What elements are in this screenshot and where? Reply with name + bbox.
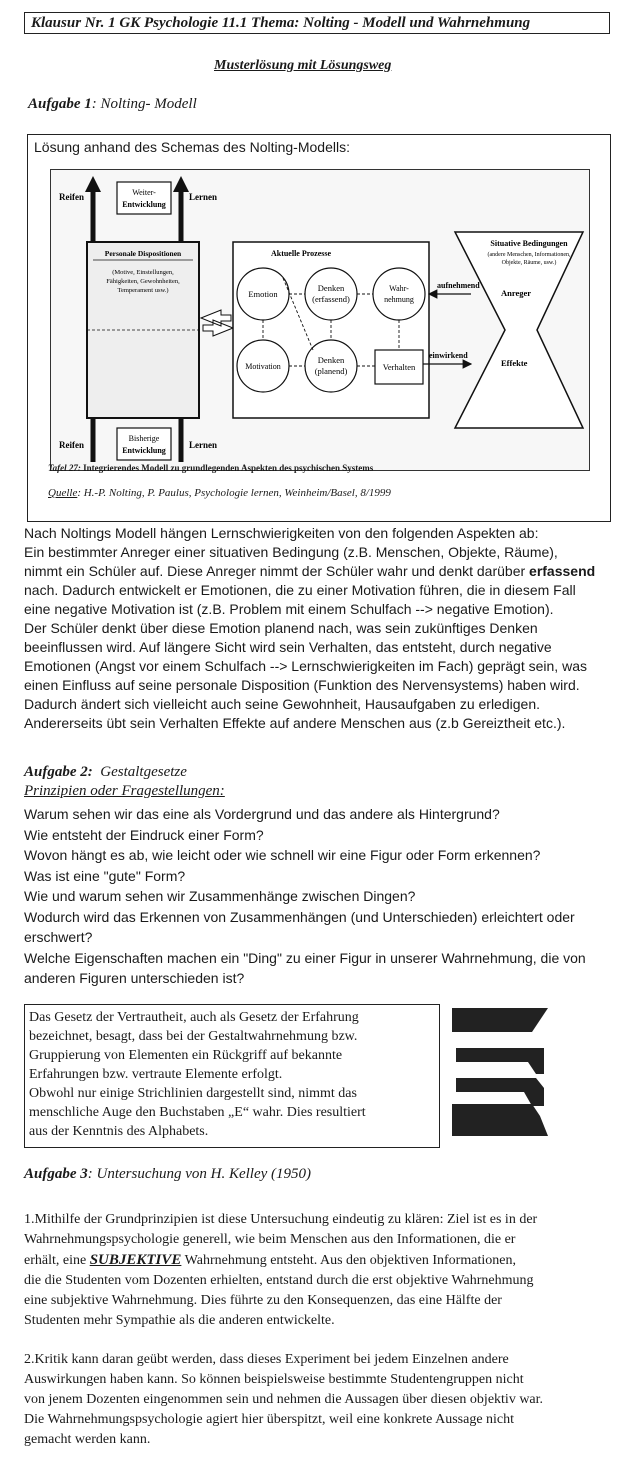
emotion-label: Emotion (248, 289, 278, 299)
aufgabe1-label: Aufgabe 1 (28, 96, 92, 112)
aufgabe2-label: Aufgabe 2: (24, 764, 93, 780)
personale-dispositionen-title: Personale Dispositionen (104, 249, 182, 258)
p1-line: die die Studenten vom Dozenten erhielten, entstand durch die erst objektive Wahrnehmung (24, 1273, 534, 1288)
aufgabe3-paragraph1 (24, 1210, 630, 1331)
answer-line: beeinflussen wird. Auf längere Sicht wird sein Verhalten, das entsteht, durch negative (24, 639, 552, 655)
anreger-label: Anreger (501, 288, 532, 298)
vertrautheit-line: bezeichnet, besagt, dass bei der Gestaltwahrnehmung bzw. (29, 1029, 358, 1044)
exam-header (24, 12, 610, 34)
question-line: Warum sehen wir das eine als Vordergrund und das andere als Hintergrund? (24, 806, 500, 822)
aufgabe2-heading (24, 764, 187, 781)
quelle-label: Quelle (48, 487, 78, 499)
answer-line: Dadurch ändert sich vielleicht auch seine Gewohnheit, Hausaufgaben zu erledigen. (24, 696, 540, 712)
aufgabe1-answer (24, 524, 624, 733)
denken-planend-line1: Denken (317, 355, 345, 365)
document-subtitle: Musterlösung mit Lösungsweg (214, 58, 392, 73)
personale-text-1: (Motive, Einstellungen, (112, 269, 174, 276)
p2-line: 2.Kritik kann daran geübt werden, dass dieses Experiment bei jedem Einzelnen andere (24, 1352, 509, 1367)
vertrautheit-line: aus der Kenntnis des Alphabets. (29, 1124, 209, 1139)
vertrautheit-line: menschliche Auge den Buchstaben „E“ wahr. Dies resultiert (29, 1105, 366, 1120)
answer-line: nimmt ein Schüler auf. Diese Anreger nimmt der Schüler wahr und denkt darüber erfassend (24, 563, 596, 579)
question-line: erschwert? (24, 929, 93, 945)
bisherige-entwicklung-box (117, 428, 171, 460)
p2-line: gemacht werden kann. (24, 1432, 151, 1447)
schema-box (27, 134, 611, 522)
tafel-caption (48, 463, 373, 473)
question-line: Was ist eine "gute" Form? (24, 867, 186, 884)
answer-line: Der Schüler denkt über diese Emotion planend nach, was sein zukünftiges Denken (24, 620, 538, 636)
bisherige-line1: Bisherige (128, 434, 160, 443)
wahrnehmung-line2: nehmung (384, 295, 414, 304)
einwirkend-label: einwirkend (429, 351, 468, 360)
answer-line: eine negative Motivation ist (z.B. Problem mit einem Schulfach --> negative Emotion). (24, 601, 554, 617)
question-line: Wie und warum sehen wir Zusammenhänge zwischen Dingen? (24, 888, 416, 904)
question-line: Wovon hängt es ab, wie leicht oder wie schnell wir eine Figur oder Form erkennen? (24, 847, 541, 863)
weiter-entwicklung-line1: Weiter- (132, 188, 156, 197)
question-line: Wodurch wird das Erkennen von Zusammenhängen (und Unterschieden) erleichtert oder (24, 908, 575, 925)
effekte-label: Effekte (501, 358, 528, 368)
denken-planend-line2: (planend) (314, 366, 348, 376)
bisherige-line2: Entwicklung (122, 446, 166, 455)
denken-erfassend-line1: Denken (317, 283, 345, 293)
p1-line: eine subjektive Wahrnehmung. Dies führte zu den Konsequenzen, das eine Hälfte der (24, 1293, 502, 1308)
denken-erfassend-line2: (erfassend) (312, 294, 350, 304)
vertrautheit-line: Erfahrungen bzw. vertraute Elemente erfolgt. (29, 1067, 283, 1082)
p2-line: von jenem Dozenten eingenommen sein und nehmen die Aussagen über diesen objektiv war. (24, 1392, 544, 1407)
p1-line: erhält, eine SUBJEKTIVE Wahrnehmung entsteht. Aus den objektiven Informationen, (24, 1252, 516, 1268)
exam-title: Klausur Nr. 1 GK Psychologie 11.1 Thema: Nolting - Modell und Wahrnehmung (31, 15, 531, 31)
reifen-bottom-label: Reifen (59, 440, 84, 450)
exchange-arrow (201, 310, 233, 336)
personale-text-2: Fähigkeiten, Gewohnheiten, (106, 278, 180, 285)
aufgabe2-title: Gestaltgesetze (100, 764, 187, 780)
question-line: Welche Eigenschaften machen ein "Ding" zu einer Figur in unserer Wahrnehmung, die von (24, 949, 586, 966)
answer-line: Andererseits übt sein Verhalten Effekte auf andere Menschen aus (z.b Gereiztheit etc.). (24, 715, 566, 731)
weiter-entwicklung-line2: Entwicklung (122, 200, 166, 209)
nolting-diagram-svg (51, 170, 589, 470)
answer-line: Emotionen (Angst vor einem Schulfach --> Lernschwierigkeiten im Fach) geprägt sein, was (24, 658, 587, 674)
p1-line: Wahrnehmungspsychologie generell, wie beim Menschen aus den Informationen, die er (24, 1232, 516, 1247)
reifen-top-label: Reifen (59, 192, 84, 202)
vertrautheit-box (24, 1004, 440, 1148)
answer-line: nach. Dadurch entwickelt er Emotionen, die zu einer Motivation führen, die in diesem Fall (24, 582, 576, 598)
aufgabe1-heading (28, 96, 197, 113)
aufgabe3-title: : Untersuchung von H. Kelley (1950) (87, 1166, 312, 1182)
aufgabe3-label: Aufgabe 3 (24, 1166, 88, 1182)
tafel-label: Tafel 27: (48, 463, 81, 473)
tafel-text: Integrierendes Modell zu grundlegenden Aspekten des psychischen Systems (83, 463, 374, 473)
answer-line: Ein bestimmter Anreger einer situativen Bedingung (z.B. Menschen, Objekte, Räume), (24, 544, 558, 560)
wahrnehmung-circle (373, 268, 425, 320)
situative-text-2: Objekte, Räume, usw.) (501, 260, 557, 266)
lernen-top-label: Lernen (189, 192, 217, 202)
nolting-diagram (50, 169, 590, 471)
quelle-caption (48, 487, 391, 499)
question-line: Wie entsteht der Eindruck einer Form? (24, 826, 264, 843)
wahrnehmung-line1: Wahr- (389, 284, 409, 293)
aufgabe1-title: : Nolting- Modell (91, 96, 197, 112)
bold-erfassend: erfassend (529, 563, 596, 579)
personale-text-3: Temperament usw.) (117, 287, 169, 294)
p1-line: 1.Mithilfe der Grundprinzipien ist diese Untersuchung eindeutig zu klären: Ziel ist es in der (24, 1212, 538, 1227)
vertrautheit-line: Gruppierung von Elementen ein Rückgriff auf bekannte (29, 1048, 343, 1063)
aufnehmend-label: aufnehmend (437, 281, 480, 290)
schema-caption: Lösung anhand des Schemas des Nolting-Modells: (34, 139, 350, 155)
aufgabe3-paragraph2 (24, 1350, 630, 1450)
weiter-entwicklung-box (117, 182, 171, 214)
answer-line: einen Einfluss auf seine personale Disposition (Funktion des Nervensystems) haben wird. (24, 677, 580, 693)
quelle-text: : H.-P. Nolting, P. Paulus, Psychologie lernen, Weinheim/Basel, 8/1999 (77, 487, 391, 499)
lernen-bottom-label: Lernen (189, 440, 217, 450)
vertrautheit-line: Das Gesetz der Vertrautheit, auch als Gesetz der Erfahrung (29, 1010, 359, 1025)
letter-e-illusion-figure (448, 1004, 550, 1140)
situative-bedingungen-title: Situative Bedingungen (490, 239, 568, 248)
motivation-label: Motivation (245, 362, 281, 371)
aktuelle-prozesse-title: Aktuelle Prozesse (270, 249, 332, 258)
p2-line: Auswirkungen haben kann. So können beispielsweise bestimmte Studentengruppen nicht (24, 1372, 524, 1387)
p2-line: Die Wahrnehmungspsychologie agiert hier überspitzt, weil eine konkrete Aussage nicht (24, 1412, 515, 1427)
vertrautheit-line: Obwohl nur einige Strichlinien dargestellt sind, nimmt das (29, 1086, 357, 1101)
verhalten-label: Verhalten (382, 362, 416, 372)
question-line: anderen Figuren unterschieden ist? (24, 970, 245, 986)
subjektiv-emphasis: SUBJEKTIVE (89, 1252, 182, 1268)
answer-line: Nach Noltings Modell hängen Lernschwierigkeiten von den folgenden Aspekten ab: (24, 525, 539, 541)
aufgabe2-subheading: Prinzipien oder Fragestellungen: (24, 783, 225, 799)
p1-line: Studenten mehr Sympathie als die anderen entwickelte. (24, 1313, 335, 1328)
aufgabe3-heading (24, 1166, 311, 1183)
aufgabe2-questions (24, 804, 624, 989)
situative-text-1: (andere Menschen, Informationen, (487, 252, 571, 258)
